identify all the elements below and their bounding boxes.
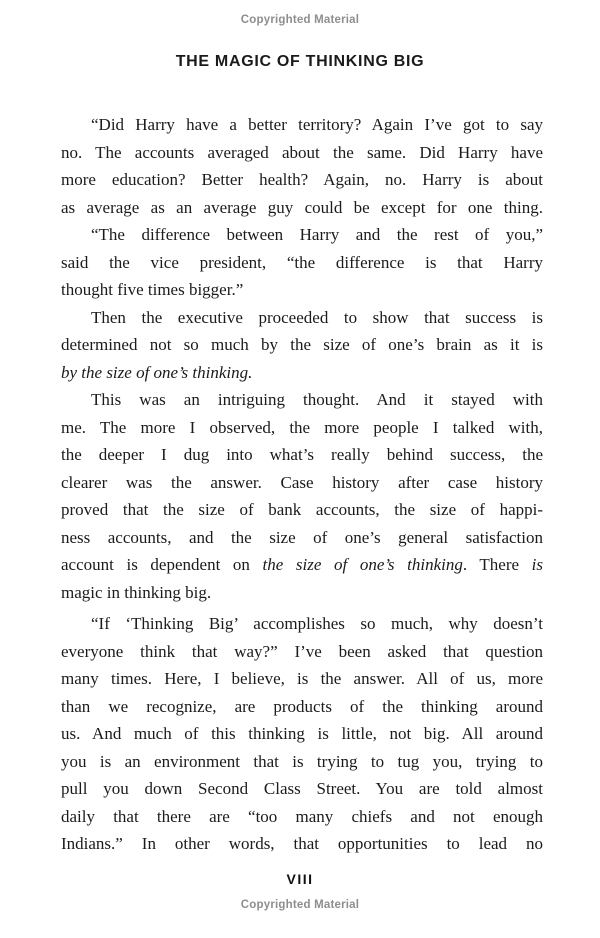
text-line	[61, 830, 543, 858]
text-line	[61, 720, 543, 748]
text-line	[61, 276, 543, 304]
text-segment: “If ‘Thinking Big’ accomplishes so much, why doesn’t	[91, 614, 543, 633]
text-segment: This was an intriguing thought. And it stayed with	[91, 390, 543, 409]
text-segment: everyone think that way?” I’ve been asked that question	[61, 641, 543, 661]
text-line	[61, 748, 543, 776]
text-line	[61, 665, 543, 693]
paragraph	[61, 386, 543, 606]
text-segment: Indians.” In other words, that opportunities to lead no	[61, 834, 543, 853]
text-segment: “The difference between Harry and the rest of you,”	[91, 225, 543, 244]
text-segment: daily that there are “too many chiefs and not enough	[61, 806, 543, 826]
text-segment: pull you down Second Class Street. You are told almost	[61, 779, 543, 798]
text-line	[61, 496, 543, 524]
text-segment: more education? Better health? Again, no. Harry is about	[61, 170, 543, 189]
paragraph	[61, 304, 543, 387]
text-segment: clearer was the answer. Case history after case history	[61, 472, 543, 492]
copyright-notice-top: Copyrighted Material	[240, 14, 360, 26]
text-line	[61, 803, 543, 831]
text-line	[61, 638, 543, 666]
text-segment: than we recognize, are products of the thinking around	[61, 696, 543, 716]
text-line	[61, 331, 543, 359]
text-segment: ness accounts, and the size of one’s general satisfaction	[61, 527, 543, 547]
text-line	[61, 441, 543, 469]
text-line	[61, 139, 543, 167]
text-segment: us. And much of this thinking is little, not big. All around	[61, 724, 543, 743]
text-segment: said the vice president, “the difference is that Harry	[61, 252, 543, 272]
paragraph	[61, 610, 543, 858]
page-number: VIII	[286, 871, 314, 887]
copyright-notice-bottom: Copyrighted Material	[240, 899, 360, 911]
text-line	[61, 386, 543, 414]
italic-text-segment: the size of one’s thinking	[262, 555, 463, 574]
text-line	[61, 524, 543, 552]
text-segment: thought five times bigger.”	[61, 280, 244, 299]
paragraph	[61, 221, 543, 304]
text-line	[61, 469, 543, 497]
text-segment: as average as an average guy could be except for one thing.	[61, 197, 543, 217]
text-line	[61, 304, 543, 332]
text-segment: the deeper I dug into what’s really behind success, the	[61, 445, 543, 464]
text-line	[61, 610, 543, 638]
text-line	[61, 693, 543, 721]
text-segment: magic in thinking big.	[61, 582, 212, 602]
text-line	[61, 221, 543, 249]
text-line	[61, 166, 543, 194]
page-title: THE MAGIC OF THINKING BIG	[175, 53, 425, 70]
italic-text-segment: is	[531, 555, 543, 574]
text-segment: many times. Here, I believe, is the answer. All of us, more	[61, 669, 543, 688]
text-segment: you is an environment that is trying to tug you, trying to	[61, 751, 543, 771]
text-segment: “Did Harry have a better territory? Again I’ve got to say	[91, 115, 543, 134]
text-segment: no. The accounts averaged about the same. Did Harry have	[61, 142, 543, 162]
text-line	[61, 551, 543, 579]
text-segment: proved that the size of bank accounts, the size of happi-	[61, 500, 543, 519]
text-segment: determined not so much by the size of one’s brain as it is	[61, 335, 543, 354]
text-segment: account is dependent on	[61, 555, 263, 574]
text-line	[61, 359, 543, 387]
text-segment: me. The more I observed, the more people I talked with,	[61, 417, 543, 437]
text-line	[61, 111, 543, 139]
italic-text-segment: by the size of one’s thinking.	[61, 362, 253, 382]
paragraph	[61, 111, 543, 221]
text-line	[61, 194, 543, 222]
text-block	[61, 111, 543, 858]
text-line	[61, 414, 543, 442]
text-segment: . There	[462, 555, 532, 574]
text-line	[61, 775, 543, 803]
text-segment: Then the executive proceeded to show that success is	[91, 307, 543, 327]
text-line	[61, 579, 543, 607]
text-line	[61, 249, 543, 277]
